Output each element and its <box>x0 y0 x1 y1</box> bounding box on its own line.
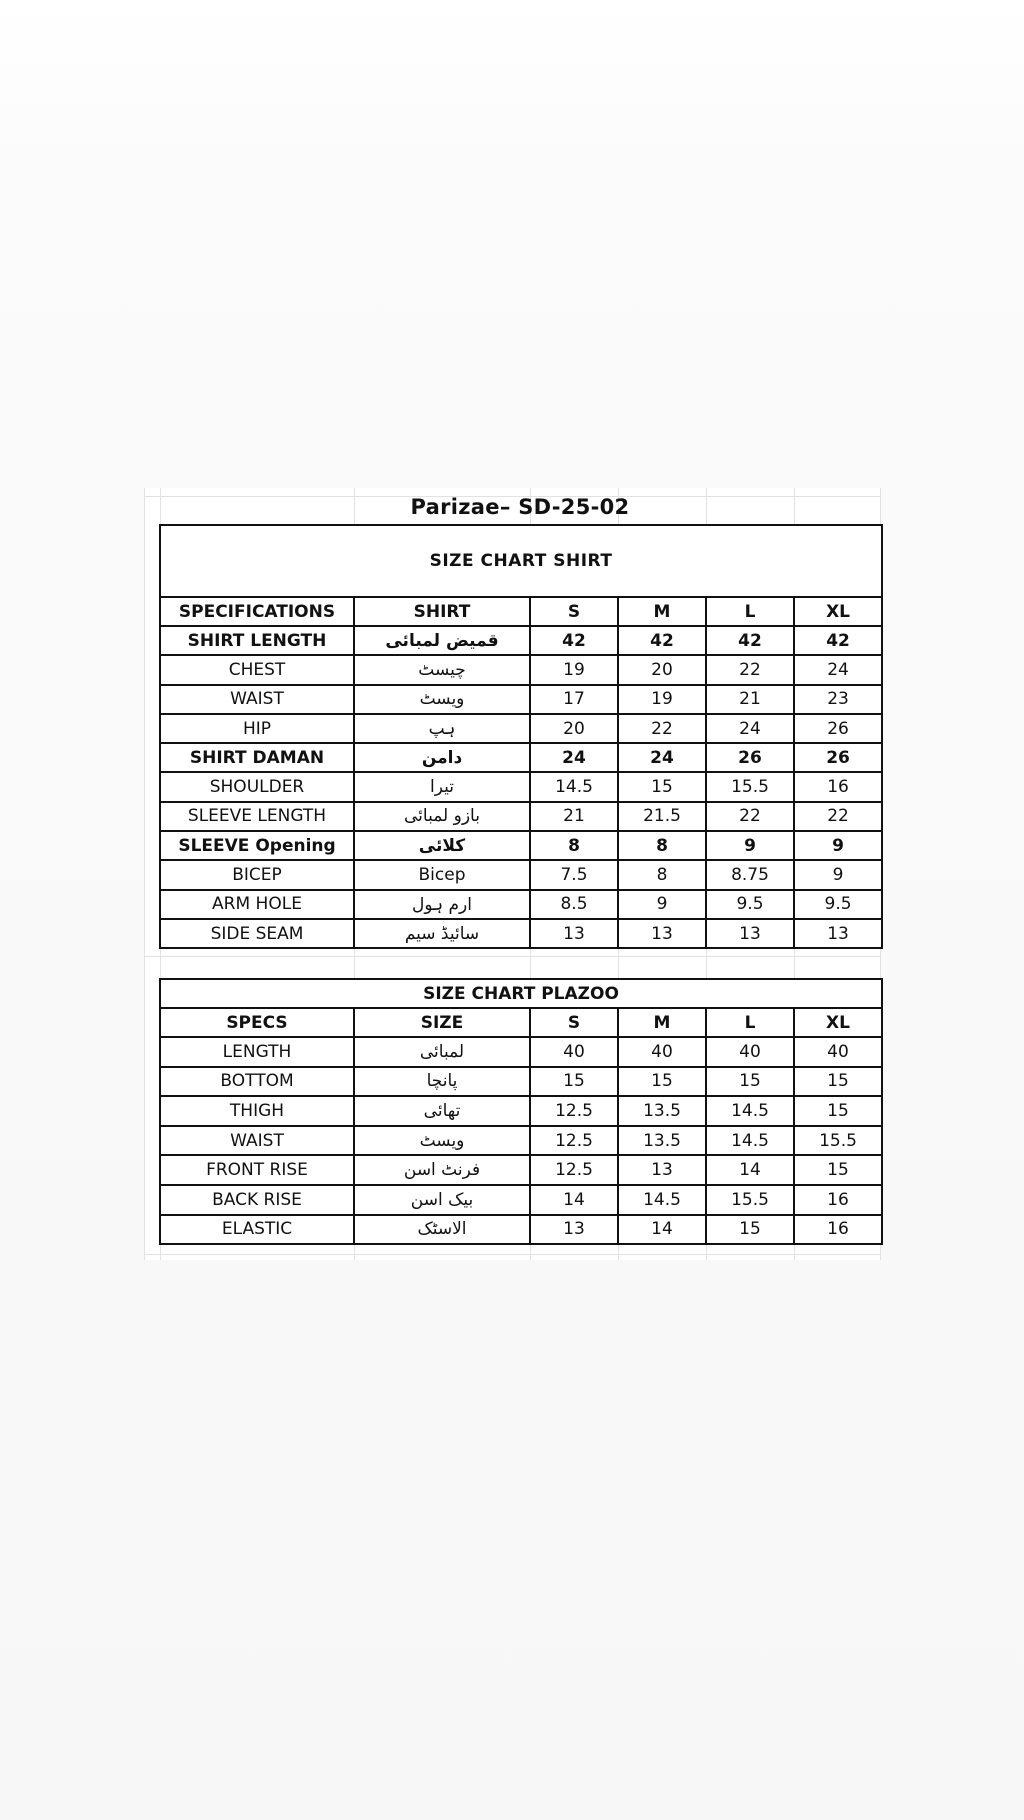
urdu-label: ہپ <box>354 714 530 743</box>
table-row <box>160 714 882 743</box>
shirt-size-table <box>159 524 883 949</box>
urdu-label: سائیڈ سیم <box>354 919 530 948</box>
size-value: 13.5 <box>618 1096 706 1126</box>
column-header: M <box>618 1008 706 1037</box>
size-value: 42 <box>706 626 794 655</box>
size-value: 13 <box>706 919 794 948</box>
table-row <box>160 1215 882 1245</box>
size-value: 14.5 <box>618 1185 706 1215</box>
table-row <box>160 1037 882 1067</box>
size-value: 22 <box>706 655 794 684</box>
column-header: SIZE <box>354 1008 530 1037</box>
table-row <box>160 831 882 860</box>
spec-name: SLEEVE LENGTH <box>160 802 354 831</box>
size-value: 13.5 <box>618 1126 706 1156</box>
size-value: 12.5 <box>530 1096 618 1126</box>
table-row <box>160 802 882 831</box>
size-value: 15 <box>794 1067 882 1097</box>
spec-name: CHEST <box>160 655 354 684</box>
size-value: 15.5 <box>706 1185 794 1215</box>
table-row <box>160 1185 882 1215</box>
size-value: 14.5 <box>706 1096 794 1126</box>
column-header: M <box>618 597 706 626</box>
table-row <box>160 772 882 801</box>
urdu-label: فرنٹ اسن <box>354 1155 530 1185</box>
column-header: S <box>530 1008 618 1037</box>
size-value: 14 <box>706 1155 794 1185</box>
spec-name: THIGH <box>160 1096 354 1126</box>
spec-name: LENGTH <box>160 1037 354 1067</box>
size-value: 14.5 <box>530 772 618 801</box>
table-title-row <box>160 979 882 1008</box>
spec-name: BACK RISE <box>160 1185 354 1215</box>
table-row <box>160 919 882 948</box>
urdu-label: Bicep <box>354 860 530 889</box>
size-value: 42 <box>618 626 706 655</box>
size-value: 40 <box>706 1037 794 1067</box>
size-value: 42 <box>794 626 882 655</box>
size-value: 9 <box>706 831 794 860</box>
column-header: S <box>530 597 618 626</box>
size-value: 26 <box>794 743 882 772</box>
size-value: 20 <box>530 714 618 743</box>
size-value: 24 <box>530 743 618 772</box>
product-code-caption: Parizae– SD-25-02 <box>410 494 630 519</box>
spec-name: ELASTIC <box>160 1215 354 1245</box>
size-value: 9.5 <box>706 890 794 919</box>
size-value: 13 <box>618 919 706 948</box>
size-value: 24 <box>618 743 706 772</box>
size-value: 9.5 <box>794 890 882 919</box>
column-header: L <box>706 597 794 626</box>
table-title-row <box>160 525 882 597</box>
size-value: 14 <box>618 1215 706 1245</box>
column-header: L <box>706 1008 794 1037</box>
size-value: 26 <box>706 743 794 772</box>
spec-name: SHIRT LENGTH <box>160 626 354 655</box>
size-value: 9 <box>794 831 882 860</box>
spec-name: WAIST <box>160 685 354 714</box>
size-value: 21 <box>530 802 618 831</box>
urdu-label: قمیض لمبائی <box>354 626 530 655</box>
spec-name: ARM HOLE <box>160 890 354 919</box>
size-value: 14.5 <box>706 1126 794 1156</box>
size-value: 8 <box>530 831 618 860</box>
size-value: 15.5 <box>794 1126 882 1156</box>
size-value: 15 <box>706 1067 794 1097</box>
size-value: 24 <box>706 714 794 743</box>
size-value: 23 <box>794 685 882 714</box>
size-value: 15.5 <box>706 772 794 801</box>
gridline <box>144 956 880 957</box>
table-title: SIZE CHART PLAZOO <box>160 979 882 1008</box>
size-value: 24 <box>794 655 882 684</box>
urdu-label: بازو لمبائی <box>354 802 530 831</box>
size-value: 8 <box>618 831 706 860</box>
size-value: 12.5 <box>530 1155 618 1185</box>
spec-name: BOTTOM <box>160 1067 354 1097</box>
table-row <box>160 655 882 684</box>
column-header: XL <box>794 597 882 626</box>
header-row <box>160 597 882 626</box>
table-row <box>160 1126 882 1156</box>
table-row <box>160 890 882 919</box>
spec-name: SLEEVE Opening <box>160 831 354 860</box>
urdu-label: ارم ہول <box>354 890 530 919</box>
table-title: SIZE CHART SHIRT <box>160 525 882 597</box>
urdu-label: لمبائی <box>354 1037 530 1067</box>
size-value: 15 <box>794 1155 882 1185</box>
urdu-label: دامن <box>354 743 530 772</box>
size-value: 20 <box>618 655 706 684</box>
urdu-label: ویسٹ <box>354 685 530 714</box>
spec-name: FRONT RISE <box>160 1155 354 1185</box>
size-value: 22 <box>706 802 794 831</box>
urdu-label: پانچا <box>354 1067 530 1097</box>
size-value: 8.5 <box>530 890 618 919</box>
spreadsheet-image <box>144 488 880 1260</box>
table-row <box>160 743 882 772</box>
size-value: 22 <box>618 714 706 743</box>
spec-name: BICEP <box>160 860 354 889</box>
urdu-label: ویسٹ <box>354 1126 530 1156</box>
header-row <box>160 1008 882 1037</box>
size-value: 9 <box>618 890 706 919</box>
column-header: SHIRT <box>354 597 530 626</box>
urdu-label: کلائی <box>354 831 530 860</box>
size-value: 15 <box>530 1067 618 1097</box>
size-value: 12.5 <box>530 1126 618 1156</box>
table-row <box>160 685 882 714</box>
size-value: 13 <box>618 1155 706 1185</box>
size-value: 21 <box>706 685 794 714</box>
size-value: 16 <box>794 1185 882 1215</box>
size-value: 15 <box>618 772 706 801</box>
urdu-label: تیرا <box>354 772 530 801</box>
plazoo-size-table <box>159 978 883 1245</box>
size-value: 22 <box>794 802 882 831</box>
urdu-label: بیک اسن <box>354 1185 530 1215</box>
size-value: 9 <box>794 860 882 889</box>
column-header: XL <box>794 1008 882 1037</box>
table-row <box>160 1067 882 1097</box>
urdu-label: چیسٹ <box>354 655 530 684</box>
size-value: 14 <box>530 1185 618 1215</box>
size-value: 17 <box>530 685 618 714</box>
size-value: 13 <box>530 919 618 948</box>
size-value: 21.5 <box>618 802 706 831</box>
size-value: 40 <box>618 1037 706 1067</box>
size-value: 16 <box>794 1215 882 1245</box>
size-value: 26 <box>794 714 882 743</box>
size-value: 15 <box>794 1096 882 1126</box>
spec-name: HIP <box>160 714 354 743</box>
column-header: SPECIFICATIONS <box>160 597 354 626</box>
size-value: 19 <box>618 685 706 714</box>
table-row <box>160 1155 882 1185</box>
size-value: 15 <box>706 1215 794 1245</box>
size-value: 16 <box>794 772 882 801</box>
spec-name: SIDE SEAM <box>160 919 354 948</box>
size-value: 19 <box>530 655 618 684</box>
gridline <box>144 1254 880 1255</box>
spec-name: WAIST <box>160 1126 354 1156</box>
spec-name: SHIRT DAMAN <box>160 743 354 772</box>
size-value: 13 <box>794 919 882 948</box>
size-value: 42 <box>530 626 618 655</box>
size-value: 13 <box>530 1215 618 1245</box>
size-value: 15 <box>618 1067 706 1097</box>
spec-name: SHOULDER <box>160 772 354 801</box>
urdu-label: تھائی <box>354 1096 530 1126</box>
size-value: 8.75 <box>706 860 794 889</box>
size-value: 8 <box>618 860 706 889</box>
column-header: SPECS <box>160 1008 354 1037</box>
urdu-label: الاسٹک <box>354 1215 530 1245</box>
table-row <box>160 860 882 889</box>
size-value: 7.5 <box>530 860 618 889</box>
size-value: 40 <box>530 1037 618 1067</box>
table-row <box>160 626 882 655</box>
size-value: 40 <box>794 1037 882 1067</box>
table-row <box>160 1096 882 1126</box>
